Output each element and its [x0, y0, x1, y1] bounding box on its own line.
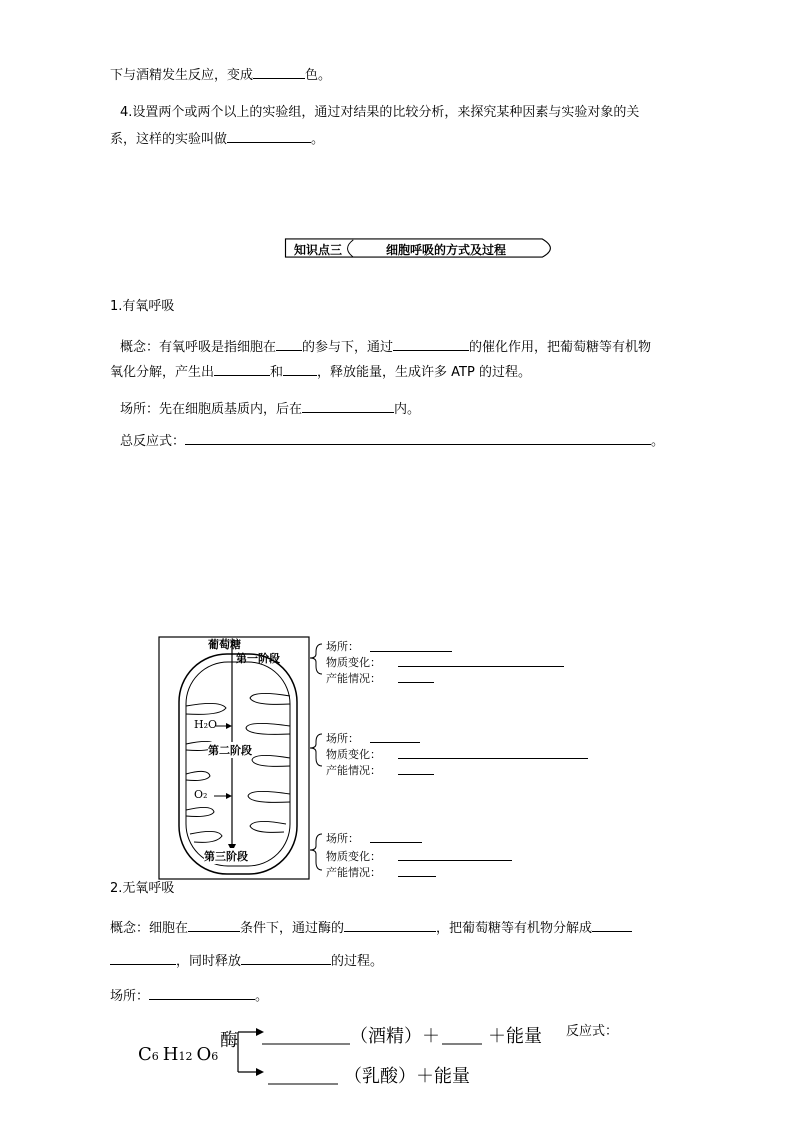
stage-3-material-blank[interactable] [398, 859, 512, 861]
fill-blank[interactable] [227, 128, 311, 143]
aerobic-heading: 1.有氧呼吸 [110, 299, 175, 314]
text: 和 [270, 365, 284, 380]
fill-blank[interactable] [214, 361, 270, 376]
text: 总反应式： [120, 434, 186, 449]
fill-blank[interactable] [276, 336, 302, 351]
enzyme-label: 酶 [220, 1030, 238, 1051]
reaction-label: 反应式： [566, 1024, 619, 1039]
subscript: 6 [211, 1050, 219, 1063]
text: C [138, 1044, 152, 1065]
text: 场所：先在细胞质基质内，后在 [120, 402, 303, 417]
fill-blank[interactable] [283, 361, 317, 376]
mitochondria-diagram [150, 634, 610, 882]
stage-2-label: 第二阶段 [208, 744, 252, 757]
fill-blank[interactable] [188, 917, 240, 932]
fill-blank[interactable] [592, 917, 632, 932]
text: H [162, 1044, 179, 1065]
banner-label-right: 细胞呼吸的方式及过程 [386, 243, 507, 257]
text: ，释放能量，生成许多 ATP 的过程。 [317, 365, 531, 380]
aerobic-place [120, 398, 420, 419]
fill-blank[interactable] [149, 985, 255, 1000]
stage-2-energy-label: 产能情况： [326, 764, 381, 777]
fill-blank[interactable] [344, 917, 436, 932]
stage-2-energy-blank[interactable] [398, 773, 434, 775]
text: 概念：细胞在 [110, 921, 189, 936]
anaerobic-concept-line-1 [110, 917, 632, 938]
anaerobic-reaction-formula [138, 1020, 658, 1100]
anaerobic-concept-line-2 [110, 950, 383, 971]
lactic-acid-product: （乳酸）＋能量 [344, 1066, 470, 1087]
water-label: H₂O [194, 718, 218, 731]
stage-1-place-blank[interactable] [370, 650, 452, 652]
text: O [196, 1044, 212, 1065]
stage-3-material-label: 物质变化： [326, 850, 381, 863]
text: 系，这样的实验叫做 [110, 132, 228, 147]
stage-3-energy-blank[interactable] [398, 875, 436, 877]
top-line-1 [110, 64, 331, 85]
text: 条件下，通过酶的 [240, 921, 345, 936]
stage-3-label: 第三阶段 [204, 850, 248, 863]
subscript: 6 [151, 1050, 159, 1063]
stage-3-energy-label: 产能情况： [326, 866, 381, 879]
item-4-line-1 [120, 104, 639, 122]
text: 场所： [110, 989, 150, 1004]
stage-1-label: 第一阶段 [236, 652, 280, 665]
text: 。 [311, 132, 325, 147]
text: 。 [651, 434, 665, 449]
stage-2-material-label: 物质变化： [326, 748, 381, 761]
stage-1-place-label: 场所： [326, 640, 359, 653]
oxygen-label: O₂ [194, 788, 208, 801]
text: 内。 [394, 402, 421, 417]
fill-blank[interactable] [185, 430, 651, 445]
reactant-glucose [138, 1044, 218, 1065]
section-banner [278, 238, 566, 260]
fill-blank[interactable] [253, 64, 305, 79]
stage-1-energy-label: 产能情况： [326, 672, 381, 685]
text: ，同时释放 [176, 954, 242, 969]
stage-1-material-label: 物质变化： [326, 656, 381, 669]
stage-2-material-blank[interactable] [398, 757, 588, 759]
aerobic-concept-line-1 [120, 336, 651, 357]
stage-3-place-blank[interactable] [370, 841, 422, 843]
text: 的参与下，通过 [302, 340, 394, 355]
fill-blank[interactable] [241, 950, 331, 965]
stage-3-place-label: 场所： [326, 832, 359, 845]
anaerobic-heading: 2.无氧呼吸 [110, 881, 175, 896]
text: 的过程。 [331, 954, 384, 969]
text: 概念：有氧呼吸是指细胞在 [120, 340, 277, 355]
banner-label-left: 知识点三 [294, 243, 343, 257]
text: ，把葡萄糖等有机物分解成 [436, 921, 593, 936]
subscript: 12 [178, 1050, 193, 1063]
aerobic-total-equation [120, 430, 664, 451]
text: 的催化作用，把葡萄糖等有机物 [469, 340, 652, 355]
stage-1-material-blank[interactable] [398, 665, 564, 667]
fill-blank[interactable] [393, 336, 469, 351]
text: 色。 [305, 68, 332, 83]
fill-blank[interactable] [302, 398, 394, 413]
anaerobic-place [110, 985, 268, 1006]
stage-1-energy-blank[interactable] [398, 681, 434, 683]
energy-product-1: ＋能量 [488, 1026, 542, 1047]
fill-blank[interactable] [110, 950, 176, 965]
alcohol-product: （酒精）＋ [350, 1026, 440, 1047]
stage-2-place-label: 场所： [326, 732, 359, 745]
aerobic-concept-line-2 [110, 361, 531, 382]
text: 下与酒精发生反应，变成 [110, 68, 254, 83]
text: 。 [255, 989, 269, 1004]
text: 4.设置两个或两个以上的实验组，通过对结果的比较分析，来探究某种因素与实验对象的关 [120, 105, 640, 120]
stage-2-place-blank[interactable] [370, 741, 420, 743]
item-4-line-2 [110, 128, 324, 149]
text: 氧化分解，产生出 [110, 365, 215, 380]
glucose-label: 葡萄糖 [208, 638, 241, 651]
